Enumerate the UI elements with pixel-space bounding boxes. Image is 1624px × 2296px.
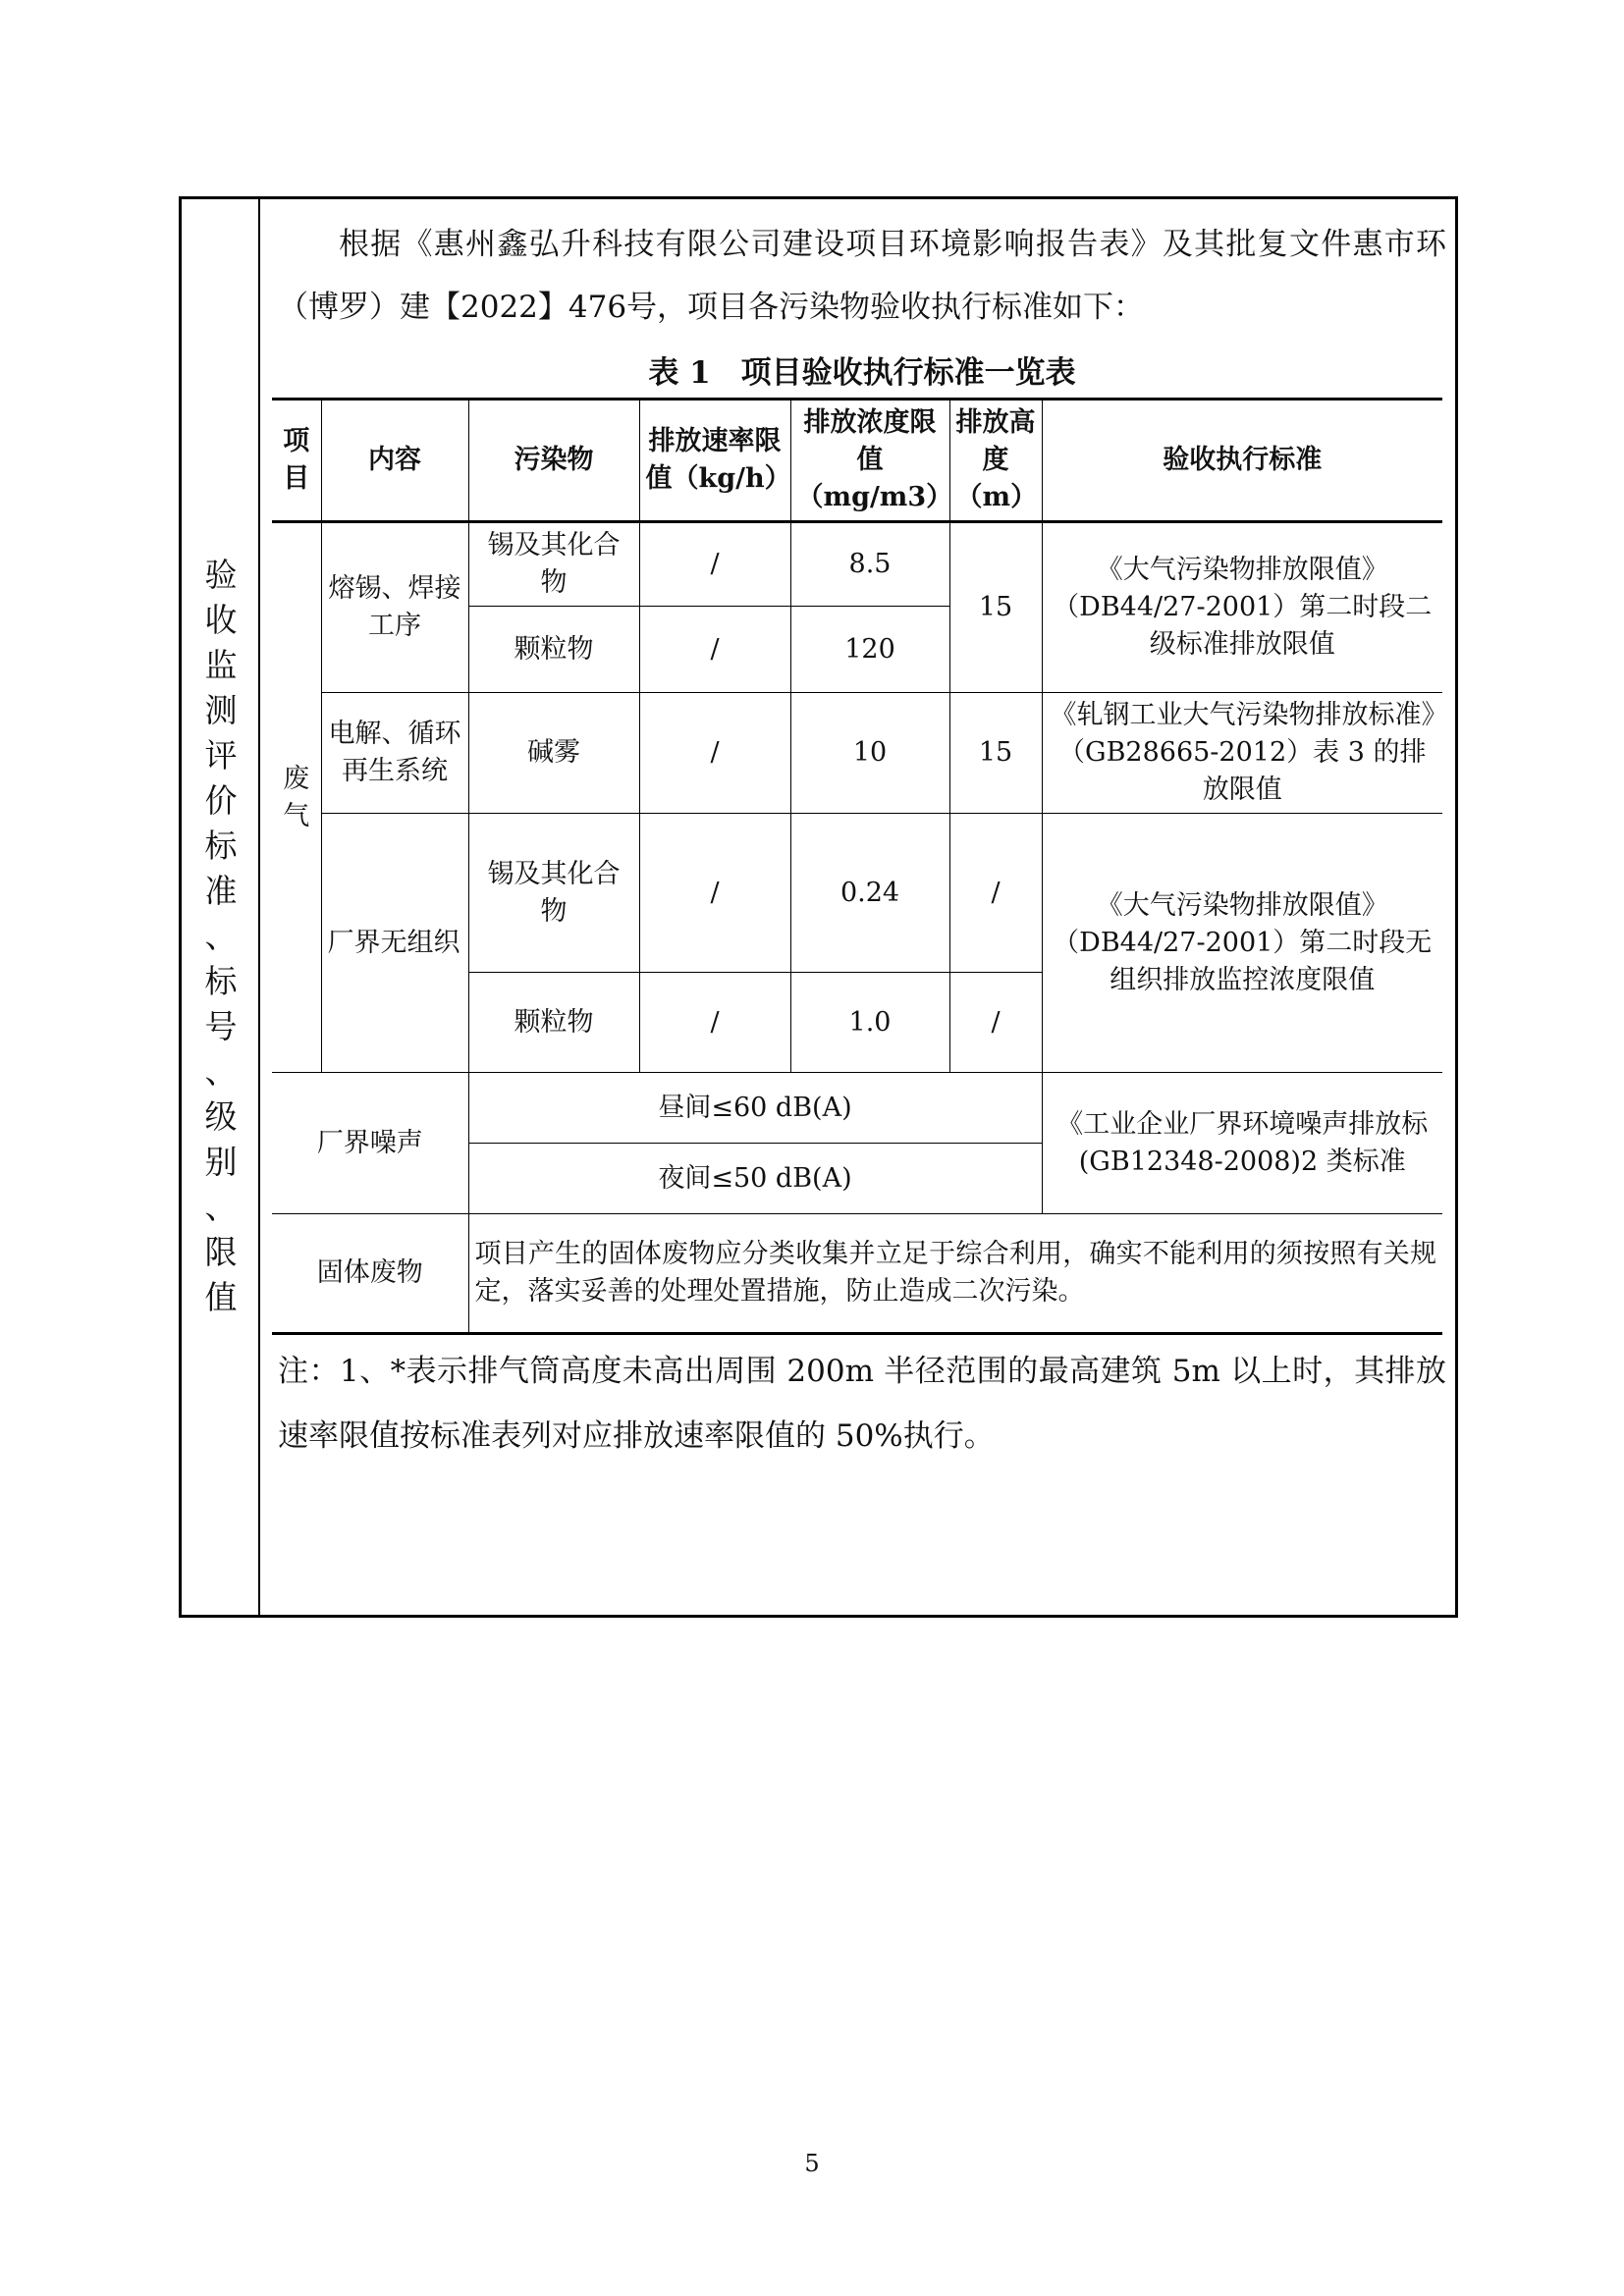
side-char: 别 (204, 1143, 238, 1181)
header-pollutant: 污染物 (468, 400, 639, 522)
content-cell: 电解、循环再生系统 (321, 693, 468, 814)
conc-cell: 10 (790, 693, 949, 814)
height-cell: / (949, 973, 1042, 1073)
table-header-row (272, 400, 1442, 522)
header-item: 项目 (272, 400, 321, 522)
page-number: 5 (804, 2150, 820, 2177)
intro-paragraph: 根据《惠州鑫弘升科技有限公司建设项目环境影响报告表》及其批复文件惠市环（博罗）建【2022】476号，项目各污染物验收执行标准如下： (278, 227, 1446, 325)
table-row (272, 1214, 1442, 1334)
pollutant-cell: 颗粒物 (468, 973, 639, 1073)
side-column (182, 199, 260, 1615)
solid-waste-cell: 固体废物 (272, 1214, 468, 1334)
standard-cell: 《工业企业厂界环境噪声排放标(GB12348-2008)2 类标准 (1042, 1073, 1442, 1214)
content-cell: 熔锡、焊接工序 (321, 522, 468, 693)
table-row (272, 814, 1442, 973)
conc-cell: 120 (790, 607, 949, 693)
height-cell: / (949, 814, 1042, 973)
side-char: 验 (204, 556, 238, 594)
content-area (278, 199, 1446, 1468)
side-char: 、 (204, 917, 238, 955)
side-char: 号 (204, 1007, 238, 1045)
standard-cell: 《大气污染物排放限值》（DB44/27-2001）第二时段二级标准排放限值 (1042, 522, 1442, 693)
content-cell: 厂界无组织 (321, 814, 468, 1073)
side-char: 监 (204, 646, 238, 684)
waste-gas-cell: 废气 (272, 522, 321, 1073)
standards-table (272, 398, 1442, 1335)
side-char: 收 (204, 601, 238, 639)
table-row (272, 522, 1442, 607)
standard-cell: 《轧钢工业大气污染物排放标准》（GB28665-2012）表 3 的排放限值 (1042, 693, 1442, 814)
side-char: 评 (204, 736, 238, 774)
table-row (272, 693, 1442, 814)
pollutant-cell: 锡及其化合物 (468, 522, 639, 607)
side-char: 级 (204, 1097, 238, 1136)
pollutant-cell: 颗粒物 (468, 607, 639, 693)
rate-cell: / (639, 693, 790, 814)
side-label (182, 553, 260, 1320)
side-char: 值 (204, 1278, 238, 1316)
rate-cell: / (639, 973, 790, 1073)
header-content: 内容 (321, 400, 468, 522)
header-standard: 验收执行标准 (1042, 400, 1442, 522)
pollutant-cell: 碱雾 (468, 693, 639, 814)
note-paragraph: 注：1、*表示排气筒高度未高出周围 200m 半径范围的最高建筑 5m 以上时，其排放速率限值按标准表列对应排放速率限值的 50%执行。 (278, 1354, 1446, 1454)
rate-cell: / (639, 607, 790, 693)
header-height: 排放高度（m） (949, 400, 1042, 522)
side-char: 测 (204, 691, 238, 729)
standards-frame (179, 196, 1458, 1618)
conc-cell: 8.5 (790, 522, 949, 607)
side-char: 价 (204, 781, 238, 820)
table-row (272, 1073, 1442, 1144)
rate-cell: / (639, 814, 790, 973)
noise-cell: 厂界噪声 (272, 1073, 468, 1214)
height-cell: 15 (949, 693, 1042, 814)
side-char: 、 (204, 1052, 238, 1091)
side-char: 标 (204, 962, 238, 1000)
side-char: 标 (204, 827, 238, 865)
solid-waste-text-cell: 项目产生的固体废物应分类收集并立足于综合利用，确实不能利用的须按照有关规定，落实妥善的处理处置措施，防止造成二次污染。 (468, 1214, 1442, 1334)
rate-cell: / (639, 522, 790, 607)
header-rate: 排放速率限值（kg/h） (639, 400, 790, 522)
noise-night-cell: 夜间≤50 dB(A) (468, 1144, 1042, 1214)
height-cell: 15 (949, 522, 1042, 693)
side-char: 限 (204, 1233, 238, 1271)
side-char: 准 (204, 872, 238, 910)
table-title: 表 1 项目验收执行标准一览表 (648, 355, 1076, 391)
standard-cell: 《大气污染物排放限值》（DB44/27-2001）第二时段无组织排放监控浓度限值 (1042, 814, 1442, 1073)
pollutant-cell: 锡及其化合物 (468, 814, 639, 973)
side-char: 、 (204, 1188, 238, 1226)
header-conc: 排放浓度限值（mg/m3） (790, 400, 949, 522)
noise-day-cell: 昼间≤60 dB(A) (468, 1073, 1042, 1144)
conc-cell: 1.0 (790, 973, 949, 1073)
conc-cell: 0.24 (790, 814, 949, 973)
